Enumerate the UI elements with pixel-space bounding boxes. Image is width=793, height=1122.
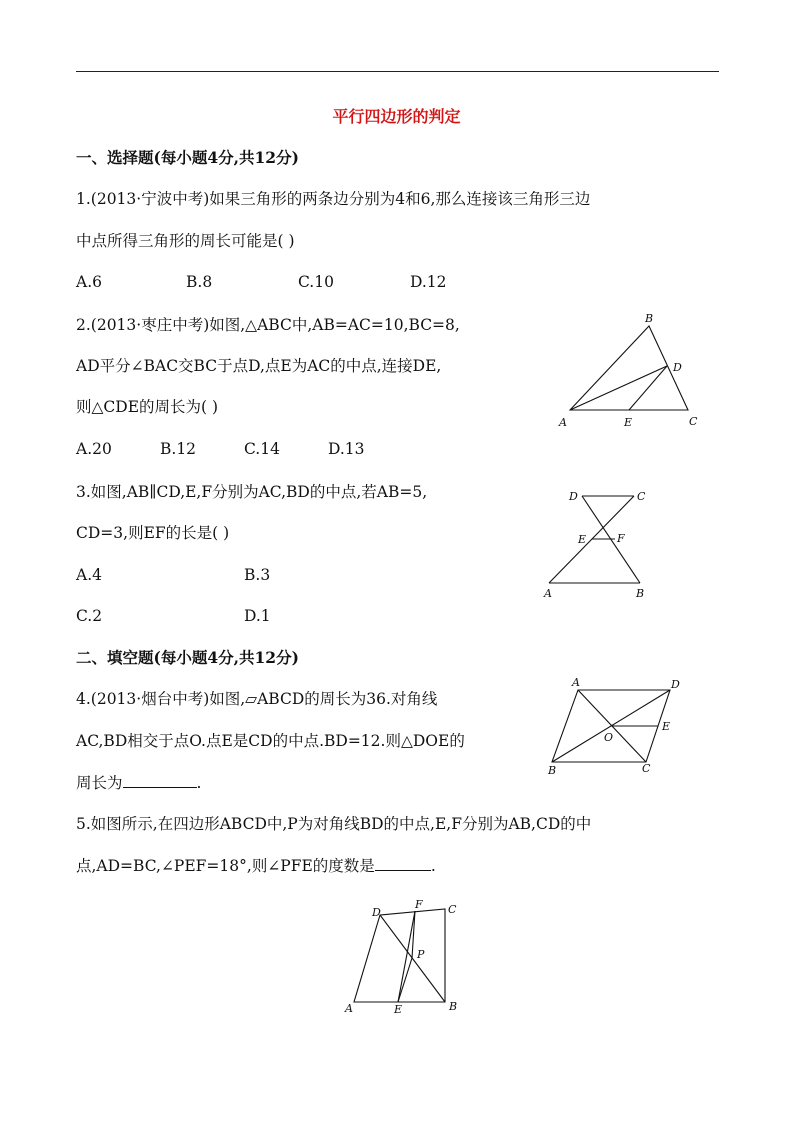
q2-option-c[interactable]: C.14 bbox=[244, 440, 280, 458]
q4-label-b: B bbox=[548, 764, 557, 777]
section-choice-heading: 一、选择题(每小题4分,共12分) bbox=[76, 148, 299, 167]
q5-label-p: P bbox=[417, 948, 425, 961]
q4-parallelogram-figure bbox=[540, 675, 690, 780]
header-rule bbox=[76, 71, 719, 72]
q5-label-c: C bbox=[448, 903, 457, 916]
q5-text-prefix: 点,AD=BC,∠PEF=18°,则∠PFE的度数是 bbox=[76, 857, 375, 875]
q3-text-line1: 3.如图,AB∥CD,E,F分别为AC,BD的中点,若AB=5, bbox=[76, 483, 428, 501]
q2-label-b: B bbox=[645, 312, 654, 325]
q2-label-e: E bbox=[624, 416, 633, 429]
q1-text-line2: 中点所得三角形的周长可能是( ) bbox=[76, 232, 295, 250]
q3-label-a: A bbox=[544, 587, 552, 600]
q4-text-line1: 4.(2013·烟台中考)如图,▱ABCD的周长为36.对角线 bbox=[76, 690, 438, 708]
q1-option-a[interactable]: A.6 bbox=[76, 273, 102, 291]
q4-label-d: D bbox=[671, 678, 680, 691]
q2-text-line2: AD平分∠BAC交BC于点D,点E为AC的中点,连接DE, bbox=[76, 357, 442, 375]
q3-label-b: B bbox=[636, 587, 645, 600]
q4-label-e: E bbox=[662, 720, 671, 733]
q2-segment-ad bbox=[570, 366, 667, 410]
q3-label-f: F bbox=[617, 532, 625, 545]
q2-text-line3: 则△CDE的周长为( ) bbox=[76, 398, 219, 416]
q3-text-line2: CD=3,则EF的长是( ) bbox=[76, 524, 230, 542]
q2-triangle-abc bbox=[570, 326, 688, 410]
q5-diagonal-bd bbox=[380, 915, 445, 1002]
q3-label-e: E bbox=[578, 533, 587, 546]
q2-label-d: D bbox=[673, 361, 682, 374]
q5-label-b: B bbox=[449, 1000, 458, 1013]
q5-answer-blank[interactable] bbox=[375, 856, 431, 871]
q5-text-suffix: . bbox=[430, 857, 436, 875]
q2-text-line1: 2.(2013·枣庄中考)如图,△ABC中,AB=AC=10,BC=8, bbox=[76, 316, 460, 334]
q2-triangle-figure bbox=[555, 308, 715, 433]
q3-option-a[interactable]: A.4 bbox=[76, 566, 102, 584]
q4-answer-blank[interactable] bbox=[123, 773, 197, 788]
q3-hourglass-figure bbox=[540, 486, 660, 601]
q3-label-c: C bbox=[637, 490, 646, 503]
q4-label-a: A bbox=[572, 676, 580, 689]
q2-option-d[interactable]: D.13 bbox=[328, 440, 365, 458]
q4-text-line3 bbox=[76, 773, 201, 793]
q5-label-e: E bbox=[394, 1003, 403, 1016]
section-fill-heading: 二、填空题(每小题4分,共12分) bbox=[76, 648, 299, 667]
q2-label-a: A bbox=[559, 416, 567, 429]
q1-text-line1: 1.(2013·宁波中考)如果三角形的两条边分别为4和6,那么连接该三角形三边 bbox=[76, 190, 591, 208]
q4-label-o: O bbox=[604, 731, 614, 744]
q3-option-d[interactable]: D.1 bbox=[244, 607, 271, 625]
q5-quadrilateral-figure bbox=[340, 898, 470, 1018]
q3-label-d: D bbox=[569, 490, 578, 503]
q2-option-a[interactable]: A.20 bbox=[76, 440, 112, 458]
q4-label-c: C bbox=[642, 762, 651, 775]
q5-label-f: F bbox=[415, 898, 423, 911]
q2-segment-de bbox=[629, 366, 667, 410]
q4-text-suffix: . bbox=[196, 774, 202, 792]
q1-option-c[interactable]: C.10 bbox=[298, 273, 334, 291]
q3-option-b[interactable]: B.3 bbox=[244, 566, 271, 584]
q4-text-line2: AC,BD相交于点O.点E是CD的中点.BD=12.则△DOE的 bbox=[76, 732, 465, 750]
q5-label-d: D bbox=[372, 906, 381, 919]
q5-text-line2 bbox=[76, 856, 436, 876]
q4-text-prefix: 周长为 bbox=[76, 774, 123, 792]
q1-option-b[interactable]: B.8 bbox=[186, 273, 213, 291]
q2-label-c: C bbox=[689, 415, 698, 428]
q3-option-c[interactable]: C.2 bbox=[76, 607, 103, 625]
page-title: 平行四边形的判定 bbox=[332, 107, 461, 126]
q5-quadrilateral-abcd bbox=[354, 909, 445, 1002]
q5-label-a: A bbox=[345, 1002, 353, 1015]
q5-text-line1: 5.如图所示,在四边形ABCD中,P为对角线BD的中点,E,F分别为AB,CD的中 bbox=[76, 815, 592, 833]
q2-option-b[interactable]: B.12 bbox=[160, 440, 197, 458]
q1-option-d[interactable]: D.12 bbox=[410, 273, 447, 291]
